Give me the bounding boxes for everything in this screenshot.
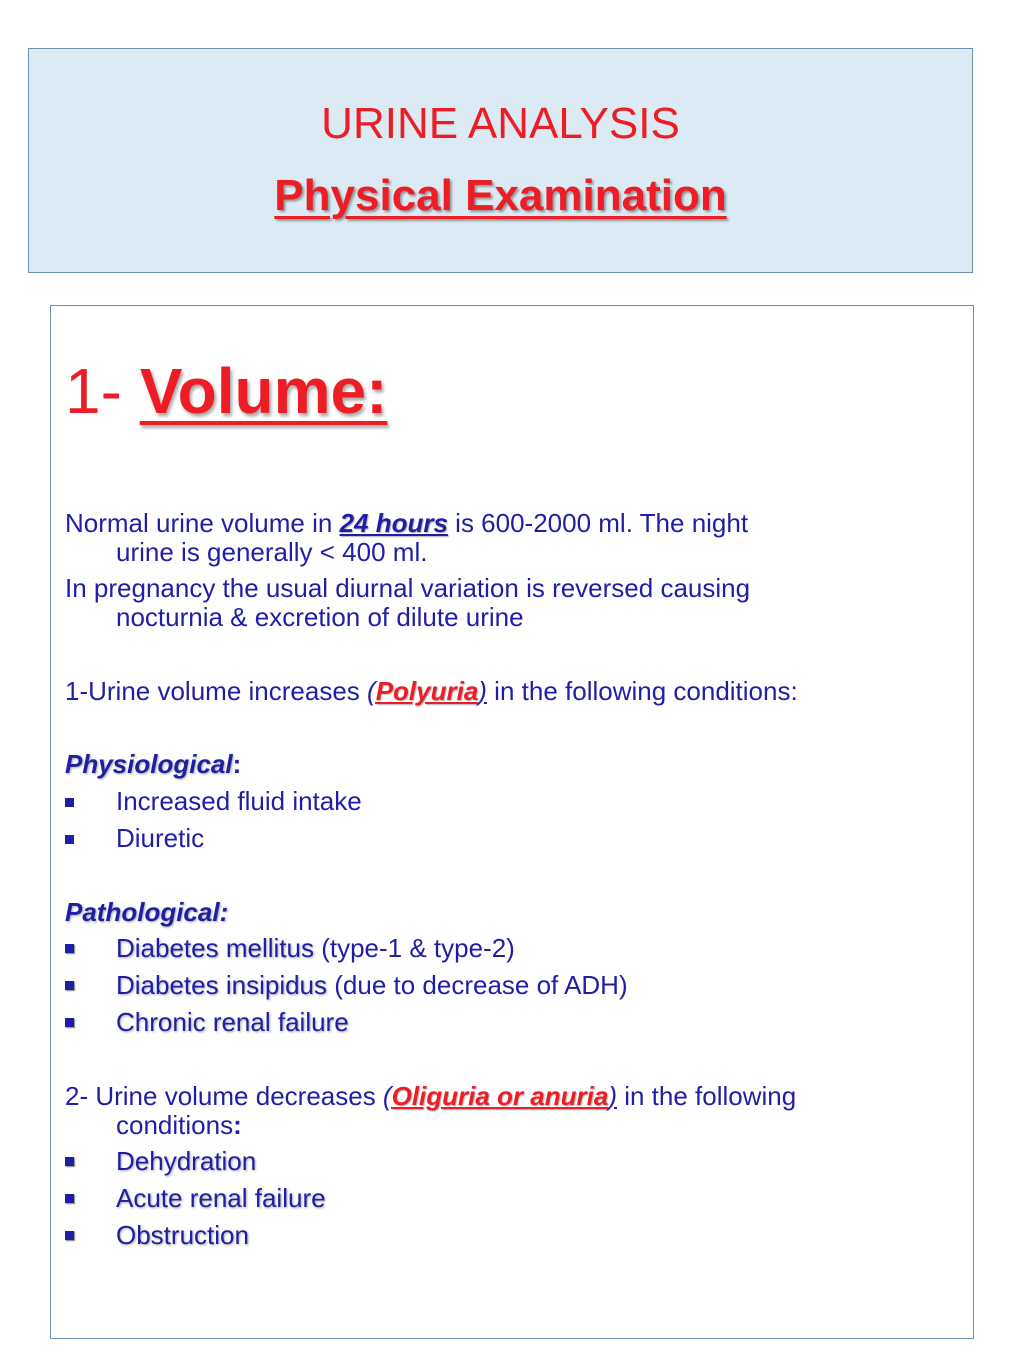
physiological-label <box>65 749 241 779</box>
bullet-icon <box>65 981 74 990</box>
pathological-note: (due to decrease of ADH) <box>327 970 628 1000</box>
physiological-colon: : <box>232 749 242 779</box>
content-box <box>50 305 974 1339</box>
pathological-term: Diabetes insipidus <box>116 970 328 1000</box>
decrease-line2-text: conditions <box>116 1110 234 1140</box>
physiological-item: Increased fluid intake <box>116 786 362 816</box>
para1-prefix: Normal urine volume in <box>65 508 340 538</box>
title-sub <box>29 171 972 221</box>
decrease-item: Dehydration <box>116 1146 257 1176</box>
pathological-note: (type-1 & type-2) <box>313 933 515 963</box>
title-sub-text: Physical Examination <box>274 171 727 220</box>
bullet-icon <box>65 798 74 807</box>
section-word <box>140 355 388 427</box>
pathological-label: Pathological: <box>65 897 229 927</box>
decrease-item: Acute renal failure <box>116 1183 326 1213</box>
para1-line2: urine is generally < 400 ml. <box>116 537 428 567</box>
bullet-icon <box>65 944 74 953</box>
bullet-icon <box>65 1018 74 1027</box>
section-colon: : <box>366 355 388 427</box>
decrease-paren-close: ) <box>608 1081 617 1111</box>
pathological-item <box>116 1007 349 1037</box>
para2-line1: In pregnancy the usual diurnal variation is reversed causing <box>65 573 751 603</box>
para1-line1 <box>65 508 748 538</box>
title-main: URINE ANALYSIS <box>321 99 680 148</box>
decrease-suffix: in the following <box>616 1081 797 1111</box>
decrease-colon: : <box>233 1110 242 1140</box>
pathological-term: Diabetes mellitus <box>116 933 314 963</box>
bullet-icon <box>65 1231 74 1240</box>
increase-suffix: in the following conditions: <box>486 676 798 706</box>
decrease-paren-open: ( <box>382 1081 392 1111</box>
pathological-term: Chronic renal failure <box>116 1007 349 1037</box>
bullet-icon <box>65 1194 74 1203</box>
increase-paren-close: ) <box>478 676 487 706</box>
physiological-item: Diuretic <box>116 823 205 853</box>
increase-paren-open: ( <box>367 676 376 706</box>
decrease-item: Obstruction <box>116 1220 249 1250</box>
increase-prefix: 1-Urine volume increases <box>65 676 368 706</box>
increase-line <box>65 676 798 706</box>
oliguria-term: Oliguria or anuria <box>391 1081 609 1111</box>
section-word-text: Volume <box>139 355 367 427</box>
bullet-icon <box>65 835 74 844</box>
polyuria-term: Polyuria <box>375 676 479 706</box>
para1-suffix: is 600-2000 ml. The night <box>447 508 749 538</box>
decrease-line1 <box>65 1081 796 1111</box>
bullet-icon <box>65 1157 74 1166</box>
section-number: 1- <box>65 355 140 427</box>
pathological-item <box>116 933 515 963</box>
title-box <box>28 48 973 273</box>
physiological-label-text: Physiological <box>65 749 233 779</box>
para2-line2: nocturnia & excretion of dilute urine <box>116 602 524 632</box>
section-heading <box>65 351 387 431</box>
pathological-item <box>116 970 628 1000</box>
decrease-prefix: 2- Urine volume decreases <box>65 1081 383 1111</box>
decrease-line2 <box>116 1110 242 1140</box>
para1-highlight: 24 hours <box>339 508 448 538</box>
